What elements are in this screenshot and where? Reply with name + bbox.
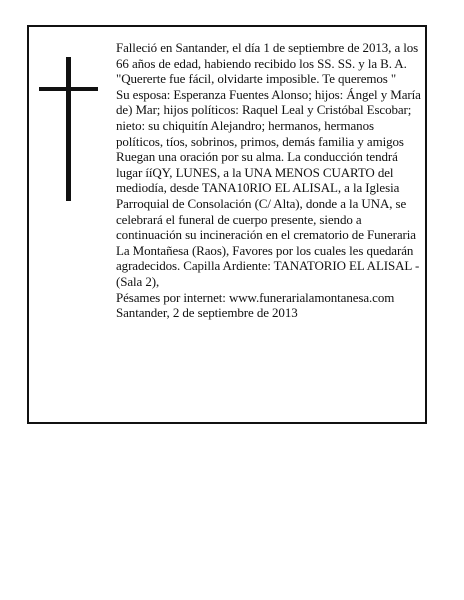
cross-vertical-bar bbox=[66, 57, 71, 201]
obituary-text bbox=[116, 40, 424, 321]
condolences-link: Pésames por internet: www.funerarialamontanesa.com bbox=[116, 289, 395, 305]
obituary-notice bbox=[27, 25, 427, 424]
cross-horizontal-bar bbox=[39, 87, 98, 91]
death-statement: Falleció en Santander, el día 1 de septiembre de 2013, a los 66 años de edad, habiendo recibido los SS. SS. y la B. A. bbox=[116, 40, 419, 71]
latin-cross-icon bbox=[39, 57, 99, 202]
service-details: Ruegan una oración por su alma. La conducción tendrá lugar ííQY, LUNES, a la UNA MENOS CUARTO del mediodía, desde TANA10RIO EL ALISAL, a la Iglesia Parroquial de Consolación (C/ Alta), donde a la UNA, se celebrará el funeral de cuerpo presente, siendo a continuación su incineración en el crematorio de Funeraria La Montañesa (Raos), Favores por los cuales les quedarán agradecidos. Capilla Ardiente: TANATORIO EL ALISAL - (Sala 2), bbox=[116, 149, 420, 289]
dedication-quote: "Quererte fue fácil, olvidarte imposible. Te queremos " bbox=[116, 71, 397, 87]
place-date: Santander, 2 de septiembre de 2013 bbox=[116, 305, 298, 321]
family-list: Su esposa: Esperanza Fuentes Alonso; hijos: Ángel y María de) Mar; hijos políticos: Raquel Leal y Cristóbal Escobar; nieto: su chiquitín Alejandro; hermanos, hermanos políticos, tíos, sobrinos, primos, demás familia y amigos bbox=[116, 86, 421, 149]
